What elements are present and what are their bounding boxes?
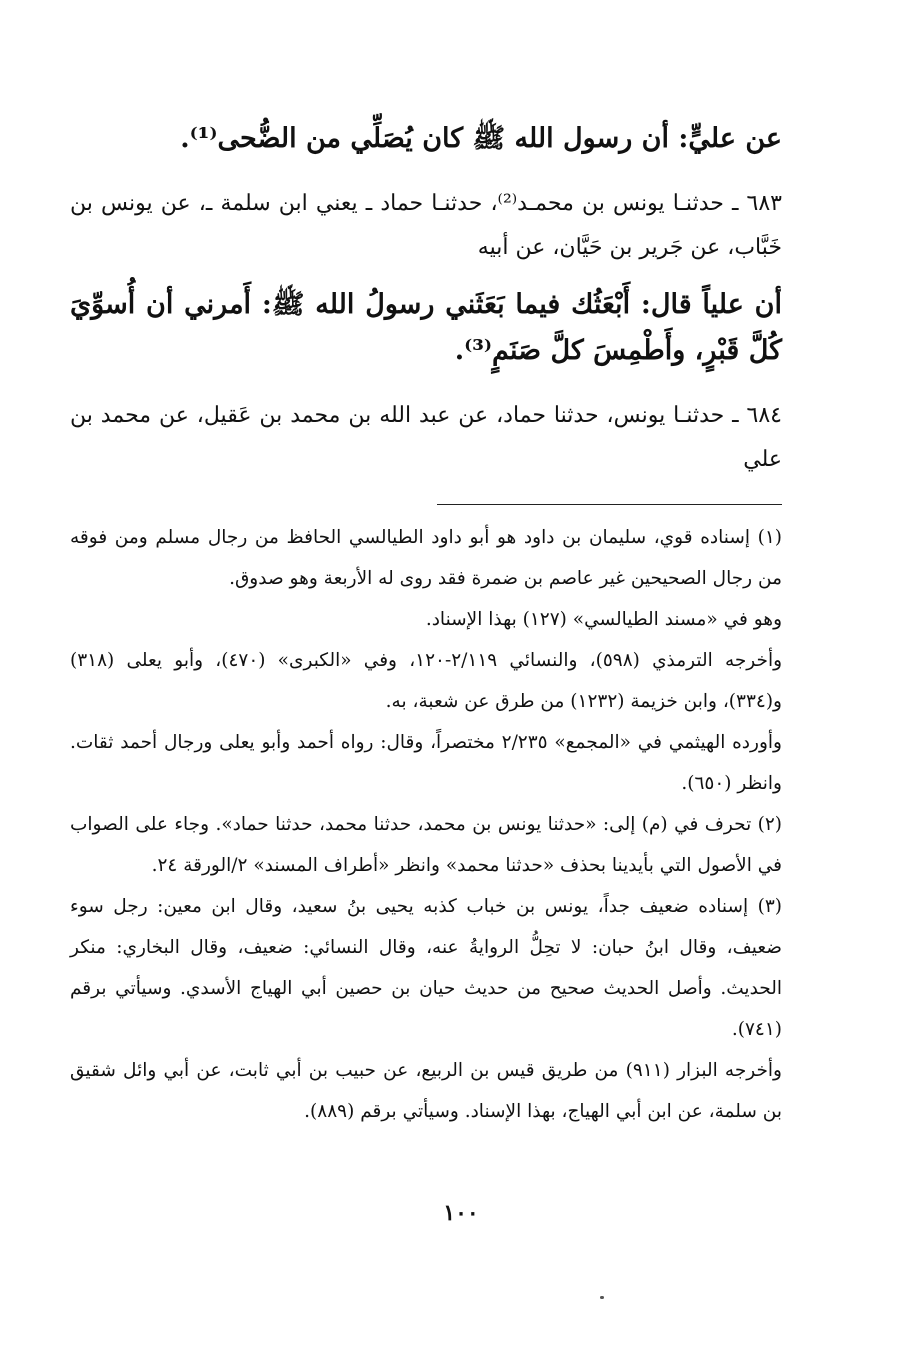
footnote-divider bbox=[437, 504, 782, 505]
hadith-682-text: عن عليٍّ: أن رسول الله ﷺ كان يُصَلِّي من الضُّحى⁽¹⁾. bbox=[180, 123, 782, 154]
footnote-3: (٣) إسناده ضعيف جداً، يونس بن خباب كذبه يحيى بنُ سعيد، وقال ابن معين: رجل سوء ضعيف، وقال ابنُ حبان: لا تحِلُّ الروايةُ عنه، وقال النسائي: ضعيف، وقال البخاري: منكر الحديث. وأصل الحديث صحيح من حديث حيان بن حصين أبي الهياج الأسدي. وسيأتي برقم (٧٤١). bbox=[70, 896, 782, 1040]
scan-speck bbox=[600, 1296, 604, 1299]
page-body bbox=[70, 110, 782, 1132]
page-number: ١٠٠ bbox=[443, 1200, 479, 1226]
footnotes-section bbox=[70, 517, 782, 1132]
isnad-684-text: ٦٨٤ ـ حدثنـا يونس، حدثنا حماد، عن عبد الله بن محمد بن عَقيل، عن محمد بن علي bbox=[70, 403, 782, 472]
footnote-3-continued: وأخرجه البزار (٩١١) من طريق قيس بن الربيع، عن حبيب بن أبي ثابت، عن أبي وائل شقيق بن سلمة، عن ابن أبي الهياج، بهذا الإسناد. وسيأتي برقم (٨٨٩). bbox=[70, 1060, 782, 1122]
isnad-683-text: ٦٨٣ ـ حدثنـا يونس بن محمـد⁽²⁾، حدثنـا حماد ـ يعني ابن سلمة ـ، عن يونس بن خَبَّاب، عن جَرير بن حَيَّان، عن أبيه bbox=[70, 191, 782, 260]
hadith-683-text: أن علياً قال: أَبْعَثُك فيما بَعَثَني رسولُ الله ﷺ: أَمرني أن أُسوِّيَ كُلَّ قَبْرٍ، وأَطْمِسَ كلَّ صَنَمٍ⁽³⁾. bbox=[70, 289, 782, 366]
footnote-1-continued: وأورده الهيثمي في «المجمع» ٢/٢٣٥ مختصراً، وقال: رواه أحمد وأبو يعلى ورجال أحمد ثقات. وانظر (٦٥٠). bbox=[70, 732, 782, 794]
footnote-1-continued: وهو في «مسند الطيالسي» (١٢٧) بهذا الإسناد. bbox=[425, 609, 782, 630]
main-text bbox=[70, 116, 782, 482]
footnote-2: (٢) تحرف في (م) إلى: «حدثنا يونس بن محمد، حدثنا محمد، حدثنا حماد». وجاء على الصواب في الأصول التي بأيدينا بحذف «حدثنا محمد» وانظر «أطراف المسند» ٢/الورقة ٢٤. bbox=[70, 814, 782, 876]
footnote-1-continued: وأخرجه الترمذي (٥٩٨)، والنسائي ٢/١١٩-١٢٠، وفي «الكبرى» (٤٧٠)، وأبو يعلى (٣١٨) و(٣٣٤)، وابن خزيمة (١٢٣٢) من طرق عن شعبة، به. bbox=[70, 650, 783, 712]
footnote-1: (١) إسناده قوي، سليمان بن داود هو أبو داود الطيالسي الحافظ من رجال مسلم ومن فوقه من رجال الصحيحين غير عاصم بن ضمرة فقد روى له الأربعة وهو صدوق. bbox=[70, 527, 782, 589]
